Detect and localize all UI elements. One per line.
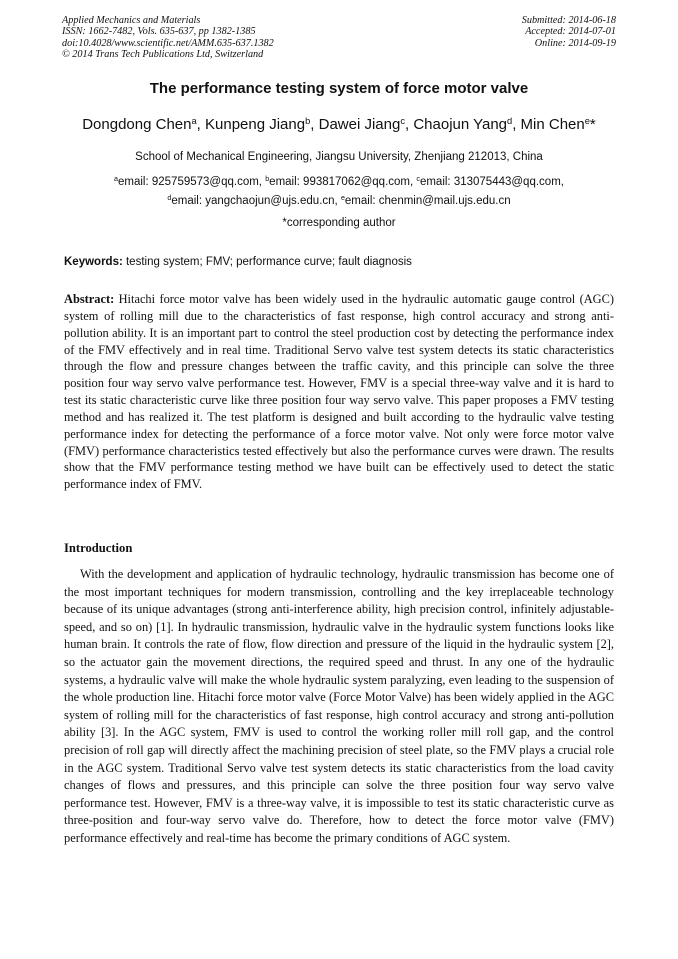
email-item[interactable]: $^c$email: 313075443@qq.com,	[416, 175, 564, 188]
doi-link[interactable]: doi:10.4028/www.scientific.net/AMM.635-637.1382	[62, 37, 274, 49]
abstract	[64, 291, 614, 493]
abstract-label: Abstract:	[64, 292, 115, 306]
author: Dawei Jiang$^c$,	[318, 115, 414, 133]
email-list	[0, 173, 678, 211]
author: Chaojun Yang$^d$,	[413, 115, 521, 133]
author: Min Chen$^e$*	[520, 115, 596, 133]
introduction-heading: Introduction	[64, 541, 133, 555]
submitted-date: Submitted: 2014-06-18	[521, 15, 616, 26]
journal-name: Applied Mechanics and Materials	[62, 15, 201, 26]
online-date: Online: 2014-09-19	[534, 37, 616, 49]
email-item[interactable]: $^e$email: chenmin@mail.ujs.edu.cn	[340, 194, 511, 207]
email-line-2	[0, 192, 678, 211]
paper-title: The performance testing system of force motor valve	[149, 80, 529, 97]
email-line-1	[0, 173, 678, 192]
publication-dates	[522, 15, 616, 49]
abstract-text: Hitachi force motor valve has been widely used in the hydraulic automatic gauge control (AGC) system of rolling mill due to the characteristics of fast response, high control accuracy and strong anti-pollution ability. It is an important part to control the steel production cost by detecting the performance index of the FMV effectively and in real time. Traditional Servo valve test system detects its static characteristics through the flow and pressure changes between the traffic cavity, and this principle can solve the three position four way servo valve performance test. However, FMV is a special three-way valve and it is hard to test its static characteristic curve like three position four way servo valve. This paper proposes a FMV testing method and has realized it. The test platform is designed and built according to the hydraulic valve testing performance index for detecting the performance of a force motor valve. Not only were force motor valve (FMV) performance characteristics tested effectively but also the performance curves were drawn. The results show that the FMV performance testing method we have built can be effectively used to detect the static performance index of FMV.	[64, 292, 614, 492]
journal-info	[62, 15, 274, 61]
corresponding-author-note: *corresponding author	[282, 217, 396, 229]
introduction-paragraph: With the development and application of hydraulic technology, hydraulic transmission has become one of the most important techniques for modern transmission, controlling and the key irreplaceable technology because of its unique advantages (strong anti-interference ability, high precision control, infinitely adjustable-speed, and so on) [1]. In hydraulic transmission, hydraulic valve in the hydraulic system functions looks like human brain. It controls the rate of flow, flow direction and pressure of the liquid in the hydraulic system [2], so the actuator gain the movement directions, the required speed and thrust. In any one of the hydraulic systems, a hydraulic valve will make the whole hydraulic system paralyzing, even leading to the suspension of the whole production line. Hitachi force motor valve (Force Motor Valve) has been widely applied in the AGC system of rolling mill for the characteristics of fast response, high control accuracy and strong anti-pollution ability [3]. In the AGC system, FMV is used to control the working roller mill roll gap, and the control precision of roll gap will directly affect the machining precision of steel plate, so the FMV plays a crucial role in the AGC system. Traditional Servo valve test system detects its static characteristics from the load cavity changes of flows and pressures, and this principle can solve the three position four way servo valve performance test. However, FMV is a three-way valve, it is impossible to test its static characteristic curve as three-position and four-way servo valve do. Therefore, how to detect the force motor valve (FMV) performance effectively and real-time has become the primary conditions of AGC system.	[64, 567, 614, 845]
email-item[interactable]: $^b$email: 993817062@qq.com,	[265, 175, 417, 188]
author: Kunpeng Jiang$^b$,	[205, 115, 319, 133]
issn-line: ISSN: 1662-7482, Vols. 635-637, pp 1382-1385	[62, 26, 256, 38]
email-item[interactable]: $^d$email: yangchaojun@ujs.edu.cn,	[167, 194, 341, 207]
accepted-date: Accepted: 2014-07-01	[525, 26, 616, 38]
copyright-line: © 2014 Trans Tech Publications Ltd, Switzerland	[62, 49, 264, 61]
affiliation: School of Mechanical Engineering, Jiangsu University, Zhenjiang 212013, China	[135, 151, 543, 163]
keywords-label: Keywords:	[64, 256, 123, 268]
author: Dongdong Chen$^a$,	[82, 115, 205, 133]
keywords-text: testing system; FMV; performance curve; fault diagnosis	[122, 256, 412, 268]
email-item[interactable]: $^a$email: 925759573@qq.com,	[114, 175, 266, 188]
author-list	[0, 116, 678, 133]
keywords	[64, 256, 614, 268]
